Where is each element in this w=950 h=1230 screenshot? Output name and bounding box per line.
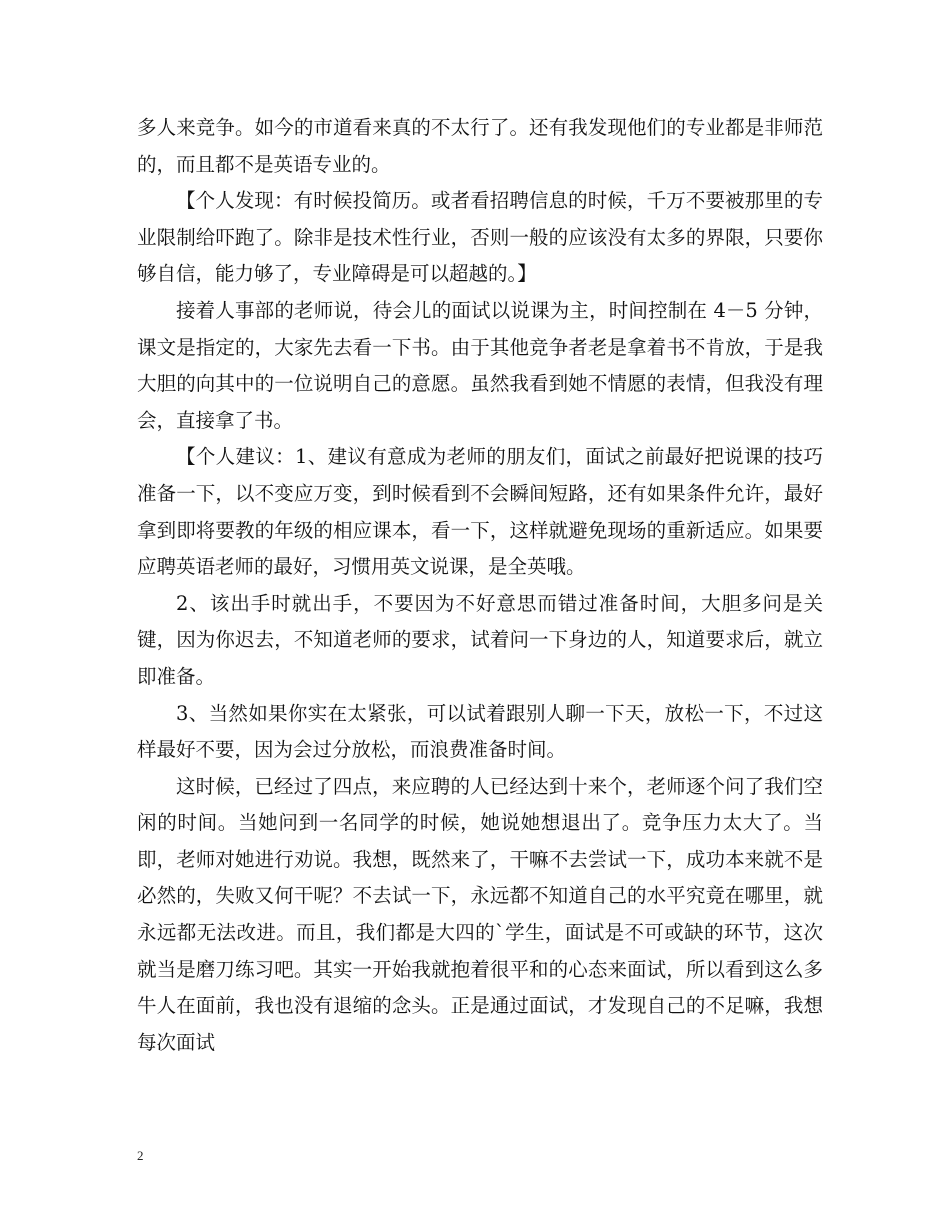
paragraph-personal-advice-1: 【个人建议：1、建议有意成为老师的朋友们，面试之前最好把说课的技巧准备一下，以不变应万变，到时候看到不会瞬间短路，还有如果条件允许，最好拿到即将要教的年级的相应课本，看一下，这样就避免现场的重新适应。如果要应聘英语老师的最好，习惯用英文说课，是全英哦。 <box>137 445 823 579</box>
paragraph-interview-reflection: 这时候，已经过了四点，来应聘的人已经达到十来个，老师逐个问了我们空闲的时间。当她问到一名同学的时候，她说她想退出了。竞争压力太大了。当即，老师对她进行劝说。我想，既然来了，干嘛不去尝试一下，成功本来就不是必然的，失败又何干呢？不去试一下，永远都不知道自己的水平究竟在哪里，就永远都无法改进。而且，我们都是大四的`学生，面试是不可或缺的环节，这次就当是磨刀练习吧。其实一开始我就抱着很平和的心态来面试，所以看到这么多牛人在面前，我也没有退缩的念头。正是通过面试，才发现自己的不足嘛，我想每次面试 <box>137 774 823 1054</box>
paragraph-personal-advice-2: 2、该出手时就出手，不要因为不好意思而错过准备时间，大胆多问是关键，因为你迟去，不知道老师的要求，试着问一下身边的人，知道要求后，就立即准备。 <box>137 591 823 688</box>
document-body <box>137 110 823 1061</box>
paragraph-continuation: 多人来竞争。如今的市道看来真的不太行了。还有我发现他们的专业都是非师范的，而且都不是英语专业的。 <box>137 116 823 176</box>
paragraph-interview-instructions: 接着人事部的老师说，待会儿的面试以说课为主，时间控制在 4－5 分钟，课文是指定的，大家先去看一下书。由于其他竞争者老是拿着书不肯放，于是我大胆的向其中的一位说明自己的意愿。虽然我看到她不情愿的表情，但我没有理会，直接拿了书。 <box>137 298 823 432</box>
paragraph-personal-discovery: 【个人发现：有时候投简历。或者看招聘信息的时候，千万不要被那里的专业限制给吓跑了。除非是技术性行业，否则一般的应该没有太多的界限，只要你够自信，能力够了，专业障碍是可以超越的。】 <box>137 189 823 286</box>
page-number: 2 <box>137 1148 144 1163</box>
paragraph-personal-advice-3: 3、当然如果你实在太紧张，可以试着跟别人聊一下天，放松一下，不过这样最好不要，因为会过分放松，而浪费准备时间。 <box>137 701 823 762</box>
